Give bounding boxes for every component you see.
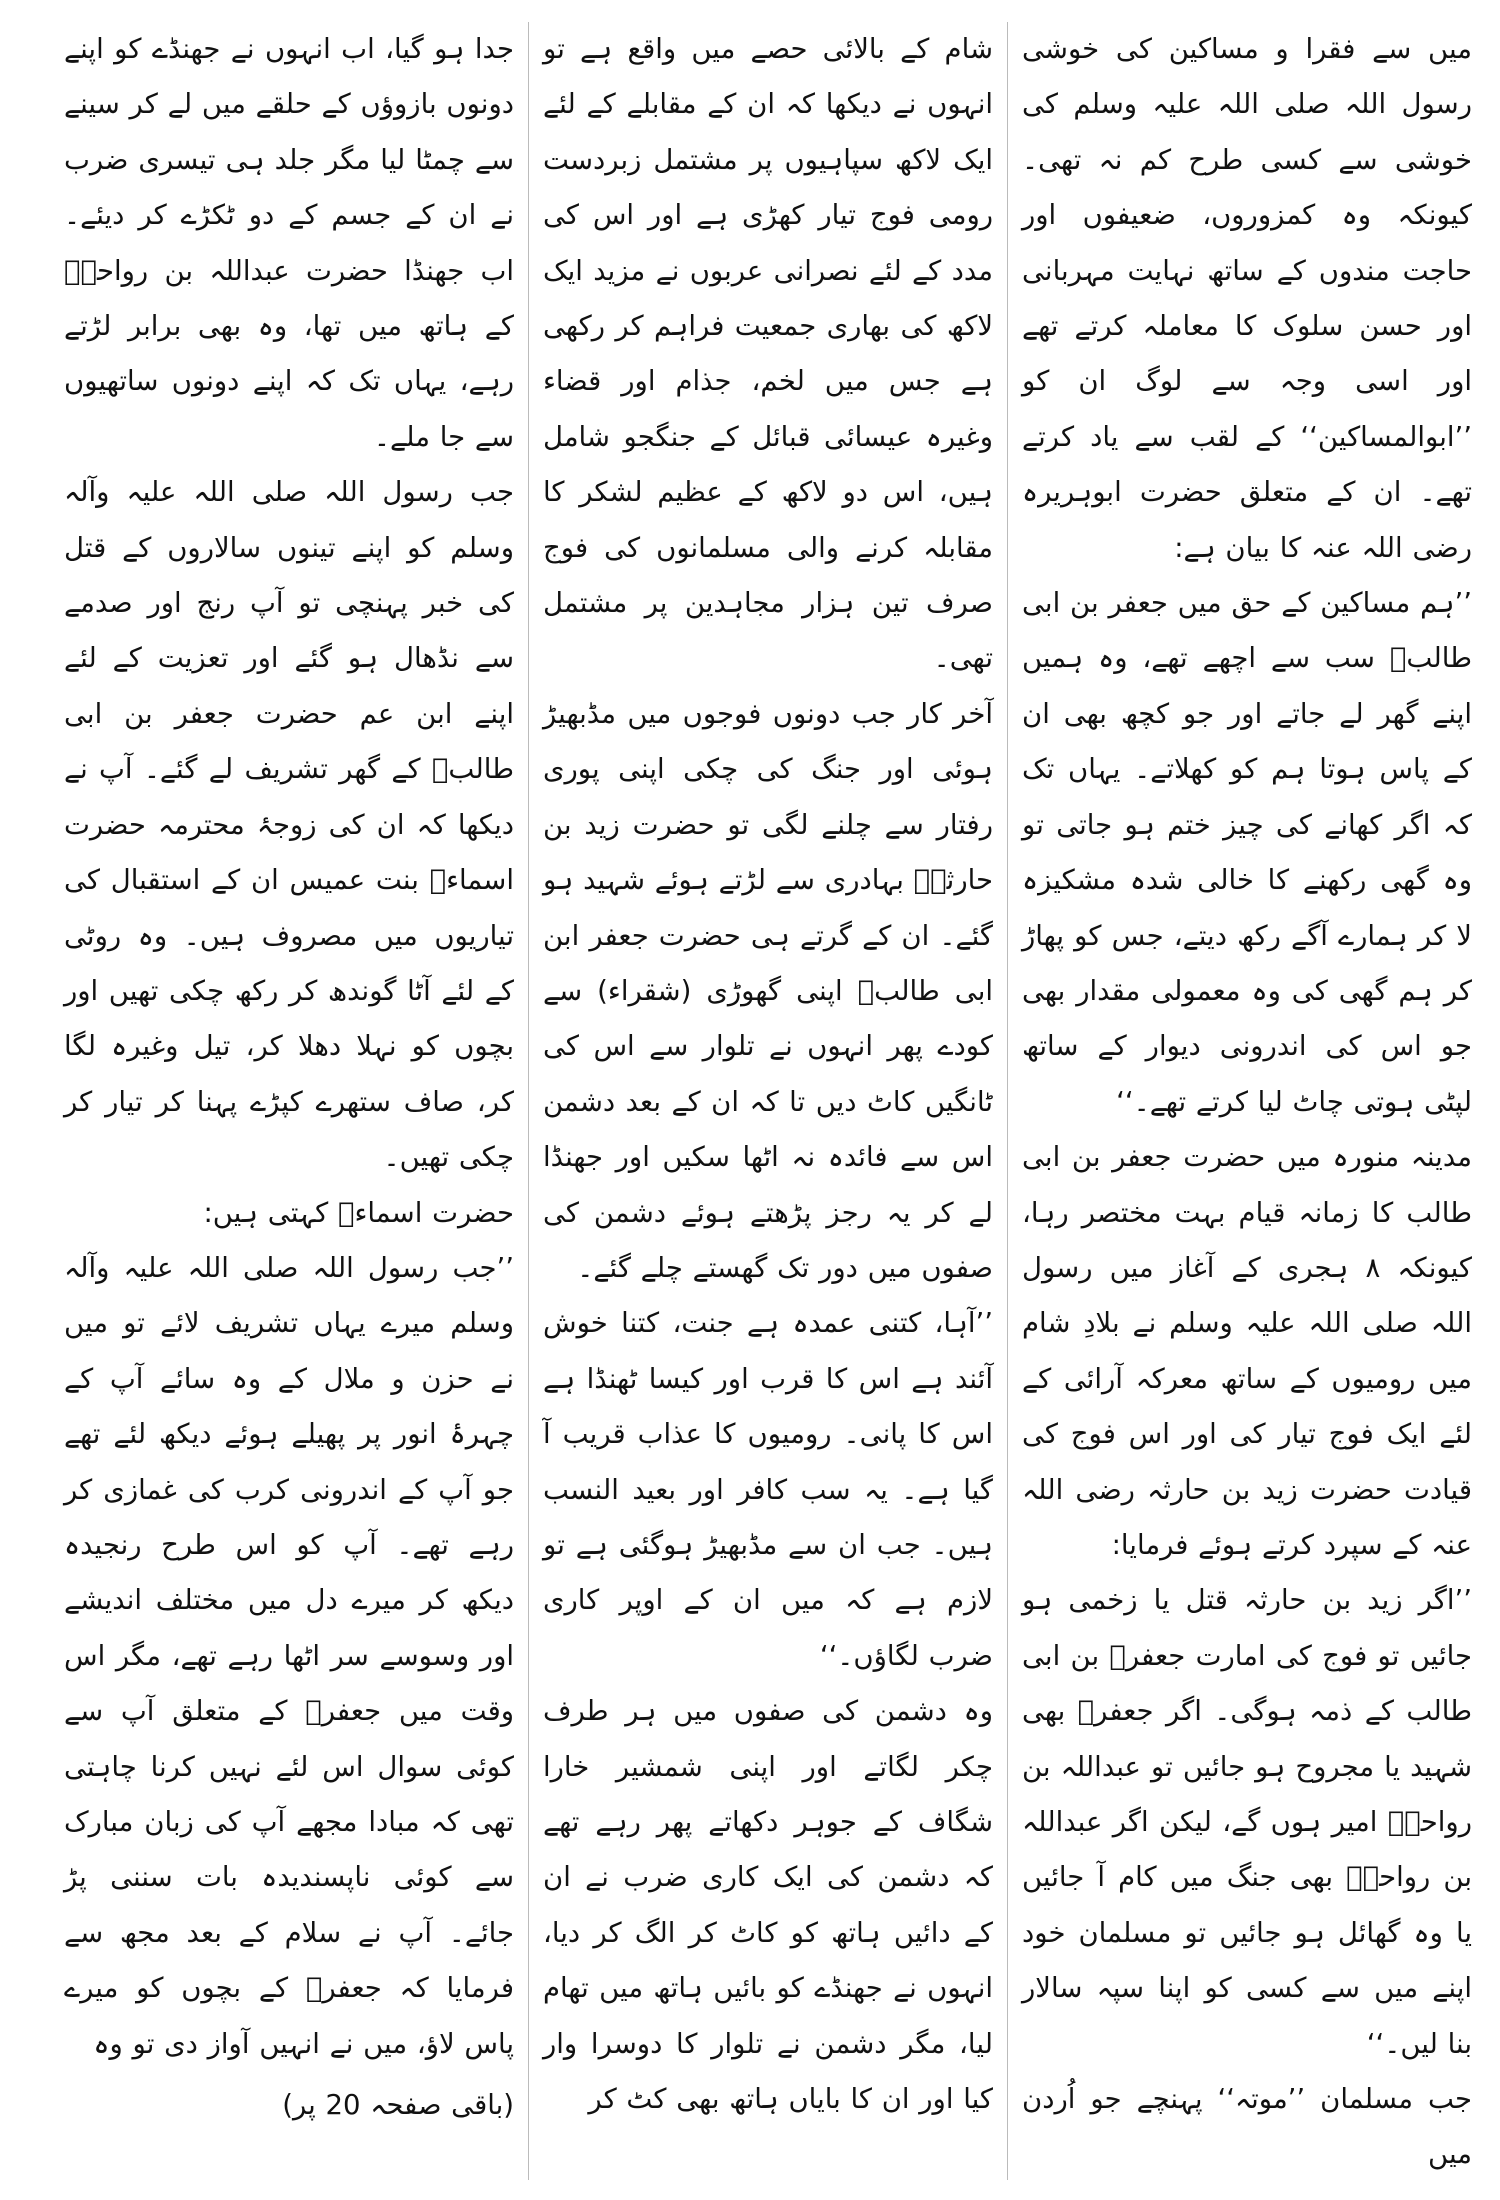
paragraph: میں سے فقرا و مساکین کی خوشی رسول اللہ صلی اللہ علیہ وسلم کی خوشی سے کسی طرح کم نہ تھی۔ کیونکہ وہ کمزوروں، ضعیفوں اور حاجت مندوں کے ساتھ نہایت مہربانی اور حسن سلوک کا معاملہ کرتے تھے اور اسی وجہ سے لوگ ان کو ’’ابوالمساکین‘‘ کے لقب سے یاد کرتے تھے۔ ان کے متعلق حضرت ابوہریرہ رضی اللہ عنہ کا بیان ہے: [1022, 33, 1472, 564]
continued-note: (باقی صفحہ 20 پر) [282, 2089, 514, 2122]
paragraph: جدا ہو گیا، اب انہوں نے جھنڈے کو اپنے دونوں بازوؤں کے حلقے میں لے کر سینے سے چمٹا لیا مگر جلد ہی تیسری ضرب نے ان کے جسم کے دو ٹکڑے کر دیئے۔ اب جھنڈا حضرت عبداللہ بن رواحہؓ کے ہاتھ میں تھا، وہ بھی برابر لڑتے رہے، یہاں تک کہ اپنے دونوں ساتھیوں سے جا ملے۔ [64, 33, 514, 453]
quote-paragraph: ’’جب رسول اللہ صلی اللہ علیہ وآلہ وسلم میرے یہاں تشریف لائے تو میں نے حزن و ملال کے وہ سائے آپ کے چہرۂ انور پر پھیلے ہوئے دیکھ لئے تھے جو آپ کے اندرونی کرب کی غمازی کر رہے تھے۔ آپ کو اس طرح رنجیدہ دیکھ کر میرے دل میں مختلف اندیشے اور وسوسے سر اٹھا رہے تھے، مگر اس وقت میں جعفرؓ کے متعلق آپ سے کوئی سوال اس لئے نہیں کرنا چاہتی تھی کہ مبادا مجھے آپ کی زبان مبارک سے کوئی ناپسندیدہ بات سننی پڑ جائے۔ آپ نے سلام کے بعد مجھ سے فرمایا کہ جعفرؓ کے بچوں کو میرے پاس لاؤ، میں نے انہیں آواز دی تو وہ [64, 1251, 514, 2060]
paragraph: حضرت اسماءؓ کہتی ہیں: [203, 1196, 514, 1229]
quote-paragraph: ’’اگر زید بن حارثہ قتل یا زخمی ہو جائیں تو فوج کی امارت جعفرؓ بن ابی طالب کے ذمہ ہوگی۔ اگر جعفرؓ بھی شہید یا مجروح ہو جائیں تو عبداللہ بن رواحہؓ امیر ہوں گے، لیکن اگر عبداللہ بن رواحہؓ بھی جنگ میں کام آ جائیں یا وہ گھائل ہو جائیں تو مسلمان خود اپنے میں سے کسی کو اپنا سپہ سالار بنا لیں۔‘‘ [1022, 1584, 1472, 2060]
paragraph: جب رسول اللہ صلی اللہ علیہ وآلہ وسلم کو اپنے تینوں سالاروں کے قتل کی خبر پہنچی تو آپ رنج اور صدمے سے نڈھال ہو گئے اور تعزیت کے لئے اپنے ابن عم حضرت جعفر بن ابی طالبؓ کے گھر تشریف لے گئے۔ آپ نے دیکھا کہ ان کی زوجۂ محترمہ حضرت اسماءؓ بنت عمیس ان کے استقبال کی تیاریوں میں مصروف ہیں۔ وہ روٹی کے لئے آٹا گوندھ کر رکھ چکی تھیں اور بچوں کو نہلا دھلا کر، تیل وغیرہ لگا کر، صاف ستھرے کپڑے پہنا کر تیار کر چکی تھیں۔ [64, 476, 514, 1174]
column-right [1008, 22, 1486, 2180]
quote-paragraph: ’’ہم مساکین کے حق میں جعفر بن ابی طالبؓ سب سے اچھے تھے، وہ ہمیں اپنے گھر لے جاتے اور جو کچھ بھی ان کے پاس ہوتا ہم کو کھلاتے۔ یہاں تک کہ اگر کھانے کی چیز ختم ہو جاتی تو وہ گھی رکھنے کا خالی شدہ مشکیزہ لا کر ہمارے آگے رکھ دیتے، جس کو پھاڑ کر ہم گھی کی وہ معمولی مقدار بھی جو اس کی اندرونی دیوار کے ساتھ لپٹی ہوتی چاٹ لیا کرتے تھے۔‘‘ [1022, 587, 1472, 1118]
column-middle [529, 22, 1007, 2180]
paragraph: شام کے بالائی حصے میں واقع ہے تو انہوں نے دیکھا کہ ان کے مقابلے کے لئے ایک لاکھ سپاہیوں پر مشتمل زبردست رومی فوج تیار کھڑی ہے اور اس کی مدد کے لئے نصرانی عربوں نے مزید ایک لاکھ کی بھاری جمعیت فراہم کر رکھی ہے جس میں لخم، جذام اور قضاء وغیرہ عیسائی قبائل کے جنگجو شامل ہیں، اس دو لاکھ کے عظیم لشکر کا مقابلہ کرنے والی مسلمانوں کی فوج صرف تین ہزار مجاہدین پر مشتمل تھی۔ [543, 33, 993, 675]
paragraph: آخر کار جب دونوں فوجوں میں مڈبھیڑ ہوئی اور جنگ کی چکی اپنی پوری رفتار سے چلنے لگی تو حضرت زید بن حارثہؓ بہادری سے لڑتے ہوئے شہید ہو گئے۔ ان کے گرتے ہی حضرت جعفر ابن ابی طالبؓ اپنی گھوڑی (شقراء) سے کودے پھر انہوں نے تلوار سے اس کی ٹانگیں کاٹ دیں تا کہ ان کے بعد دشمن اس سے فائدہ نہ اٹھا سکیں اور جھنڈا لے کر یہ رجز پڑھتے ہوئے دشمن کی صفوں میں دور تک گھستے چلے گئے۔ [543, 697, 993, 1284]
paragraph: وہ دشمن کی صفوں میں ہر طرف چکر لگاتے اور اپنی شمشیر خارا شگاف کے جوہر دکھاتے پھر رہے تھے کہ دشمن کی ایک کاری ضرب نے ان کے دائیں ہاتھ کو کاٹ کر الگ کر دیا، انہوں نے جھنڈے کو بائیں ہاتھ میں تھام لیا، مگر دشمن نے تلوار کا دوسرا وار کیا اور ان کا بایاں ہاتھ بھی کٹ کر [543, 1695, 993, 2116]
paragraph: جب مسلمان ’’موتہ‘‘ پہنچے جو اُردن میں [1022, 2083, 1472, 2171]
column-divider [1007, 22, 1008, 2180]
column-divider [528, 22, 529, 2180]
paragraph: مدینہ منورہ میں حضرت جعفر بن ابی طالب کا زمانہ قیام بہت مختصر رہا، کیونکہ ۸ ہجری کے آغاز میں رسول اللہ صلی اللہ علیہ وسلم نے بلادِ شام میں رومیوں کے ساتھ معرکہ آرائی کے لئے ایک فوج تیار کی اور اس فوج کی قیادت حضرت زید بن حارثہ رضی اللہ عنہ کے سپرد کرتے ہوئے فرمایا: [1022, 1141, 1472, 1561]
column-left [50, 22, 528, 2180]
quote-paragraph: ’’آہا، کتنی عمدہ ہے جنت، کتنا خوش آئند ہے اس کا قرب اور کیسا ٹھنڈا ہے اس کا پانی۔ رومیوں کا عذاب قریب آ گیا ہے۔ یہ سب کافر اور بعید النسب ہیں۔ جب ان سے مڈبھیڑ ہوگئی ہے تو لازم ہے کہ میں ان کے اوپر کاری ضرب لگاؤں۔‘‘ [543, 1307, 993, 1672]
